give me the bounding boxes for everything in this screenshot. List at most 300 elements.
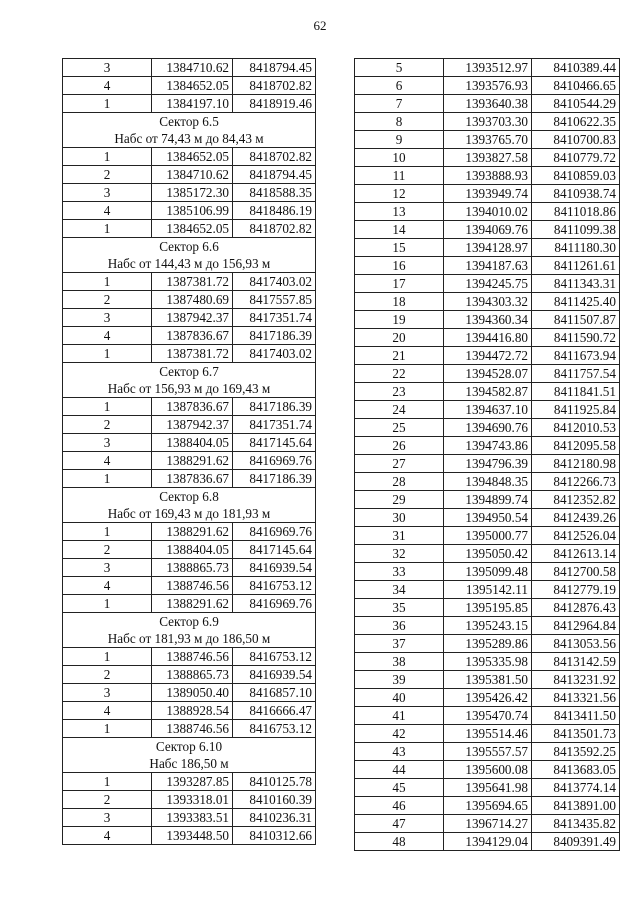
y-coordinate: 8416753.12	[233, 648, 316, 666]
sector-header-text: Сектор 6.8	[63, 488, 316, 506]
point-number: 29	[355, 491, 444, 509]
x-coordinate: 1395470.74	[444, 707, 532, 725]
y-coordinate: 8410779.72	[532, 149, 620, 167]
y-coordinate: 8410236.31	[233, 809, 316, 827]
coordinate-row	[355, 617, 620, 635]
coordinate-row	[63, 452, 316, 470]
x-coordinate: 1387381.72	[152, 273, 233, 291]
y-coordinate: 8418794.45	[233, 166, 316, 184]
coordinate-row	[355, 545, 620, 563]
coordinate-row	[63, 345, 316, 363]
x-coordinate: 1393576.93	[444, 77, 532, 95]
x-coordinate: 1387836.67	[152, 327, 233, 345]
point-number: 39	[355, 671, 444, 689]
point-number: 10	[355, 149, 444, 167]
x-coordinate: 1394528.07	[444, 365, 532, 383]
point-number: 7	[355, 95, 444, 113]
x-coordinate: 1395381.50	[444, 671, 532, 689]
x-coordinate: 1393287.85	[152, 773, 233, 791]
x-coordinate: 1394069.76	[444, 221, 532, 239]
y-coordinate: 8416969.76	[233, 595, 316, 613]
y-coordinate: 8411925.84	[532, 401, 620, 419]
point-number: 30	[355, 509, 444, 527]
coordinate-row	[63, 148, 316, 166]
point-number: 1	[63, 470, 152, 488]
coordinate-row	[355, 293, 620, 311]
sector-header-text: Набс от 156,93 м до 169,43 м	[63, 380, 316, 398]
x-coordinate: 1394416.80	[444, 329, 532, 347]
x-coordinate: 1395289.86	[444, 635, 532, 653]
left-coordinates-table	[62, 58, 316, 845]
coordinate-row	[355, 365, 620, 383]
y-coordinate: 8410466.65	[532, 77, 620, 95]
sector-header-row	[63, 488, 316, 506]
x-coordinate: 1388865.73	[152, 559, 233, 577]
sector-header-row	[63, 113, 316, 131]
point-number: 11	[355, 167, 444, 185]
x-coordinate: 1394245.75	[444, 275, 532, 293]
point-number: 27	[355, 455, 444, 473]
x-coordinate: 1395426.42	[444, 689, 532, 707]
point-number: 40	[355, 689, 444, 707]
point-number: 42	[355, 725, 444, 743]
sector-header-row	[63, 255, 316, 273]
x-coordinate: 1395557.57	[444, 743, 532, 761]
point-number: 2	[63, 666, 152, 684]
point-number: 4	[63, 327, 152, 345]
y-coordinate: 8416857.10	[233, 684, 316, 702]
sector-header-text: Сектор 6.10	[63, 738, 316, 756]
coordinate-row	[355, 689, 620, 707]
point-number: 31	[355, 527, 444, 545]
point-number: 2	[63, 166, 152, 184]
coordinate-row	[355, 779, 620, 797]
point-number: 4	[63, 702, 152, 720]
y-coordinate: 8418794.45	[233, 59, 316, 77]
point-number: 12	[355, 185, 444, 203]
y-coordinate: 8412700.58	[532, 563, 620, 581]
coordinate-row	[355, 59, 620, 77]
point-number: 46	[355, 797, 444, 815]
coordinate-row	[355, 239, 620, 257]
point-number: 1	[63, 220, 152, 238]
sector-header-text: Набс от 74,43 м до 84,43 м	[63, 130, 316, 148]
sector-header-row	[63, 380, 316, 398]
coordinate-row	[355, 149, 620, 167]
point-number: 21	[355, 347, 444, 365]
sector-header-text: Набс от 169,43 м до 181,93 м	[63, 505, 316, 523]
x-coordinate: 1394690.76	[444, 419, 532, 437]
left-table-body	[63, 59, 316, 845]
coordinate-row	[63, 416, 316, 434]
x-coordinate: 1385172.30	[152, 184, 233, 202]
x-coordinate: 1384652.05	[152, 77, 233, 95]
y-coordinate: 8416969.76	[233, 523, 316, 541]
point-number: 14	[355, 221, 444, 239]
coordinate-row	[355, 725, 620, 743]
x-coordinate: 1385106.99	[152, 202, 233, 220]
point-number: 41	[355, 707, 444, 725]
coordinate-row	[355, 707, 620, 725]
point-number: 23	[355, 383, 444, 401]
y-coordinate: 8418486.19	[233, 202, 316, 220]
point-number: 1	[63, 148, 152, 166]
coordinate-row	[63, 291, 316, 309]
coordinate-row	[355, 203, 620, 221]
sector-header-text: Сектор 6.5	[63, 113, 316, 131]
x-coordinate: 1393318.01	[152, 791, 233, 809]
y-coordinate: 8412964.84	[532, 617, 620, 635]
y-coordinate: 8416753.12	[233, 577, 316, 595]
y-coordinate: 8413501.73	[532, 725, 620, 743]
y-coordinate: 8412876.43	[532, 599, 620, 617]
point-number: 22	[355, 365, 444, 383]
point-number: 17	[355, 275, 444, 293]
y-coordinate: 8416939.54	[233, 559, 316, 577]
y-coordinate: 8417557.85	[233, 291, 316, 309]
sector-header-text: Сектор 6.6	[63, 238, 316, 256]
point-number: 1	[63, 648, 152, 666]
y-coordinate: 8413411.50	[532, 707, 620, 725]
coordinate-row	[63, 470, 316, 488]
y-coordinate: 8417403.02	[233, 273, 316, 291]
point-number: 18	[355, 293, 444, 311]
point-number: 1	[63, 345, 152, 363]
sector-header-row	[63, 630, 316, 648]
x-coordinate: 1394010.02	[444, 203, 532, 221]
y-coordinate: 8418919.46	[233, 95, 316, 113]
x-coordinate: 1384710.62	[152, 59, 233, 77]
coordinate-row	[355, 797, 620, 815]
x-coordinate: 1393640.38	[444, 95, 532, 113]
x-coordinate: 1395142.11	[444, 581, 532, 599]
y-coordinate: 8413774.14	[532, 779, 620, 797]
y-coordinate: 8418702.82	[233, 220, 316, 238]
sector-header-row	[63, 755, 316, 773]
x-coordinate: 1396714.27	[444, 815, 532, 833]
coordinate-row	[355, 95, 620, 113]
point-number: 3	[63, 559, 152, 577]
coordinate-row	[355, 221, 620, 239]
coordinate-row	[355, 437, 620, 455]
point-number: 33	[355, 563, 444, 581]
y-coordinate: 8417403.02	[233, 345, 316, 363]
y-coordinate: 8412439.26	[532, 509, 620, 527]
y-coordinate: 8412352.82	[532, 491, 620, 509]
x-coordinate: 1394187.63	[444, 257, 532, 275]
sector-header-text: Сектор 6.9	[63, 613, 316, 631]
coordinate-row	[63, 327, 316, 345]
y-coordinate: 8409391.49	[532, 833, 620, 851]
sector-header-text: Набс от 144,43 м до 156,93 м	[63, 255, 316, 273]
point-number: 34	[355, 581, 444, 599]
x-coordinate: 1393949.74	[444, 185, 532, 203]
x-coordinate: 1393765.70	[444, 131, 532, 149]
point-number: 3	[63, 434, 152, 452]
coordinate-row	[63, 184, 316, 202]
x-coordinate: 1394899.74	[444, 491, 532, 509]
x-coordinate: 1388746.56	[152, 648, 233, 666]
point-number: 3	[63, 184, 152, 202]
coordinate-row	[355, 311, 620, 329]
y-coordinate: 8411099.38	[532, 221, 620, 239]
coordinate-row	[63, 166, 316, 184]
coordinate-row	[355, 275, 620, 293]
coordinate-row	[63, 773, 316, 791]
coordinate-row	[355, 653, 620, 671]
x-coordinate: 1395195.85	[444, 599, 532, 617]
sector-header-row	[63, 738, 316, 756]
point-number: 25	[355, 419, 444, 437]
x-coordinate: 1395600.08	[444, 761, 532, 779]
x-coordinate: 1384652.05	[152, 148, 233, 166]
x-coordinate: 1395243.15	[444, 617, 532, 635]
coordinate-row	[63, 791, 316, 809]
coordinate-row	[355, 527, 620, 545]
sector-header-row	[63, 613, 316, 631]
coordinate-row	[355, 635, 620, 653]
coordinate-row	[355, 563, 620, 581]
point-number: 2	[63, 791, 152, 809]
point-number: 2	[63, 541, 152, 559]
x-coordinate: 1394360.34	[444, 311, 532, 329]
point-number: 1	[63, 720, 152, 738]
y-coordinate: 8417186.39	[233, 327, 316, 345]
coordinate-row	[63, 595, 316, 613]
coordinate-row	[355, 581, 620, 599]
point-number: 3	[63, 809, 152, 827]
y-coordinate: 8412779.19	[532, 581, 620, 599]
sector-header-text: Сектор 6.7	[63, 363, 316, 381]
point-number: 4	[63, 577, 152, 595]
coordinate-row	[355, 131, 620, 149]
x-coordinate: 1393383.51	[152, 809, 233, 827]
x-coordinate: 1393512.97	[444, 59, 532, 77]
point-number: 4	[63, 827, 152, 845]
point-number: 1	[63, 595, 152, 613]
coordinate-row	[63, 684, 316, 702]
y-coordinate: 8410938.74	[532, 185, 620, 203]
coordinate-row	[355, 185, 620, 203]
coordinate-row	[355, 815, 620, 833]
point-number: 1	[63, 773, 152, 791]
point-number: 3	[63, 309, 152, 327]
y-coordinate: 8411757.54	[532, 365, 620, 383]
coordinate-row	[355, 599, 620, 617]
y-coordinate: 8417186.39	[233, 398, 316, 416]
x-coordinate: 1393448.50	[152, 827, 233, 845]
x-coordinate: 1394848.35	[444, 473, 532, 491]
x-coordinate: 1394129.04	[444, 833, 532, 851]
x-coordinate: 1387942.37	[152, 309, 233, 327]
x-coordinate: 1395099.48	[444, 563, 532, 581]
point-number: 45	[355, 779, 444, 797]
y-coordinate: 8417351.74	[233, 309, 316, 327]
y-coordinate: 8411180.30	[532, 239, 620, 257]
y-coordinate: 8411018.86	[532, 203, 620, 221]
point-number: 13	[355, 203, 444, 221]
y-coordinate: 8416939.54	[233, 666, 316, 684]
point-number: 48	[355, 833, 444, 851]
y-coordinate: 8410160.39	[233, 791, 316, 809]
coordinate-row	[63, 559, 316, 577]
coordinate-row	[355, 167, 620, 185]
x-coordinate: 1394637.10	[444, 401, 532, 419]
coordinate-row	[355, 113, 620, 131]
coordinate-row	[355, 257, 620, 275]
page-number: 62	[313, 18, 327, 33]
y-coordinate: 8416969.76	[233, 452, 316, 470]
coordinate-row	[63, 220, 316, 238]
coordinate-row	[63, 541, 316, 559]
point-number: 20	[355, 329, 444, 347]
coordinate-row	[63, 523, 316, 541]
x-coordinate: 1384652.05	[152, 220, 233, 238]
y-coordinate: 8416753.12	[233, 720, 316, 738]
y-coordinate: 8410312.66	[233, 827, 316, 845]
point-number: 26	[355, 437, 444, 455]
point-number: 3	[63, 59, 152, 77]
y-coordinate: 8413891.00	[532, 797, 620, 815]
x-coordinate: 1388291.62	[152, 523, 233, 541]
point-number: 2	[63, 291, 152, 309]
right-coordinates-table	[354, 58, 620, 851]
coordinate-row	[355, 473, 620, 491]
y-coordinate: 8411841.51	[532, 383, 620, 401]
point-number: 1	[63, 523, 152, 541]
point-number: 36	[355, 617, 444, 635]
point-number: 19	[355, 311, 444, 329]
sector-header-row	[63, 363, 316, 381]
y-coordinate: 8411590.72	[532, 329, 620, 347]
point-number: 44	[355, 761, 444, 779]
y-coordinate: 8413683.05	[532, 761, 620, 779]
coordinate-row	[63, 648, 316, 666]
x-coordinate: 1388865.73	[152, 666, 233, 684]
y-coordinate: 8418588.35	[233, 184, 316, 202]
y-coordinate: 8411343.31	[532, 275, 620, 293]
coordinate-row	[355, 77, 620, 95]
x-coordinate: 1384197.10	[152, 95, 233, 113]
x-coordinate: 1394743.86	[444, 437, 532, 455]
sector-header-row	[63, 238, 316, 256]
point-number: 8	[355, 113, 444, 131]
x-coordinate: 1388746.56	[152, 577, 233, 595]
y-coordinate: 8412180.98	[532, 455, 620, 473]
coordinate-row	[63, 809, 316, 827]
coordinate-row	[63, 720, 316, 738]
y-coordinate: 8413053.56	[532, 635, 620, 653]
x-coordinate: 1394303.32	[444, 293, 532, 311]
y-coordinate: 8410389.44	[532, 59, 620, 77]
x-coordinate: 1389050.40	[152, 684, 233, 702]
point-number: 28	[355, 473, 444, 491]
x-coordinate: 1395641.98	[444, 779, 532, 797]
coordinate-row	[63, 273, 316, 291]
point-number: 16	[355, 257, 444, 275]
y-coordinate: 8417186.39	[233, 470, 316, 488]
x-coordinate: 1393827.58	[444, 149, 532, 167]
coordinate-row	[355, 761, 620, 779]
point-number: 9	[355, 131, 444, 149]
x-coordinate: 1388746.56	[152, 720, 233, 738]
sector-header-row	[63, 505, 316, 523]
coordinate-row	[355, 671, 620, 689]
coordinate-row	[63, 202, 316, 220]
coordinate-row	[355, 347, 620, 365]
coordinate-row	[355, 509, 620, 527]
x-coordinate: 1384710.62	[152, 166, 233, 184]
coordinate-row	[355, 491, 620, 509]
y-coordinate: 8412095.58	[532, 437, 620, 455]
y-coordinate: 8413231.92	[532, 671, 620, 689]
right-table-body	[355, 59, 620, 851]
coordinate-row	[355, 743, 620, 761]
y-coordinate: 8417145.64	[233, 434, 316, 452]
point-number: 15	[355, 239, 444, 257]
point-number: 1	[63, 398, 152, 416]
x-coordinate: 1394128.97	[444, 239, 532, 257]
y-coordinate: 8413142.59	[532, 653, 620, 671]
coordinate-row	[355, 329, 620, 347]
x-coordinate: 1387480.69	[152, 291, 233, 309]
coordinate-row	[63, 95, 316, 113]
y-coordinate: 8410544.29	[532, 95, 620, 113]
y-coordinate: 8410859.03	[532, 167, 620, 185]
x-coordinate: 1387836.67	[152, 470, 233, 488]
x-coordinate: 1388291.62	[152, 595, 233, 613]
x-coordinate: 1394582.87	[444, 383, 532, 401]
x-coordinate: 1394472.72	[444, 347, 532, 365]
x-coordinate: 1395050.42	[444, 545, 532, 563]
x-coordinate: 1388291.62	[152, 452, 233, 470]
point-number: 1	[63, 95, 152, 113]
point-number: 3	[63, 684, 152, 702]
coordinate-row	[63, 827, 316, 845]
y-coordinate: 8412010.53	[532, 419, 620, 437]
y-coordinate: 8410700.83	[532, 131, 620, 149]
x-coordinate: 1394796.39	[444, 455, 532, 473]
y-coordinate: 8413435.82	[532, 815, 620, 833]
y-coordinate: 8413321.56	[532, 689, 620, 707]
coordinate-row	[355, 833, 620, 851]
y-coordinate: 8411673.94	[532, 347, 620, 365]
y-coordinate: 8411507.87	[532, 311, 620, 329]
sector-header-row	[63, 130, 316, 148]
y-coordinate: 8412613.14	[532, 545, 620, 563]
point-number: 6	[355, 77, 444, 95]
x-coordinate: 1395514.46	[444, 725, 532, 743]
coordinate-row	[355, 383, 620, 401]
y-coordinate: 8416666.47	[233, 702, 316, 720]
coordinate-row	[63, 434, 316, 452]
y-coordinate: 8410622.35	[532, 113, 620, 131]
x-coordinate: 1387381.72	[152, 345, 233, 363]
point-number: 38	[355, 653, 444, 671]
y-coordinate: 8418702.82	[233, 77, 316, 95]
coordinate-row	[63, 577, 316, 595]
coordinate-row	[355, 419, 620, 437]
x-coordinate: 1388404.05	[152, 541, 233, 559]
point-number: 32	[355, 545, 444, 563]
y-coordinate: 8411261.61	[532, 257, 620, 275]
coordinate-row	[63, 77, 316, 95]
y-coordinate: 8412526.04	[532, 527, 620, 545]
point-number: 35	[355, 599, 444, 617]
coordinate-row	[63, 702, 316, 720]
coordinate-row	[63, 59, 316, 77]
point-number: 1	[63, 273, 152, 291]
